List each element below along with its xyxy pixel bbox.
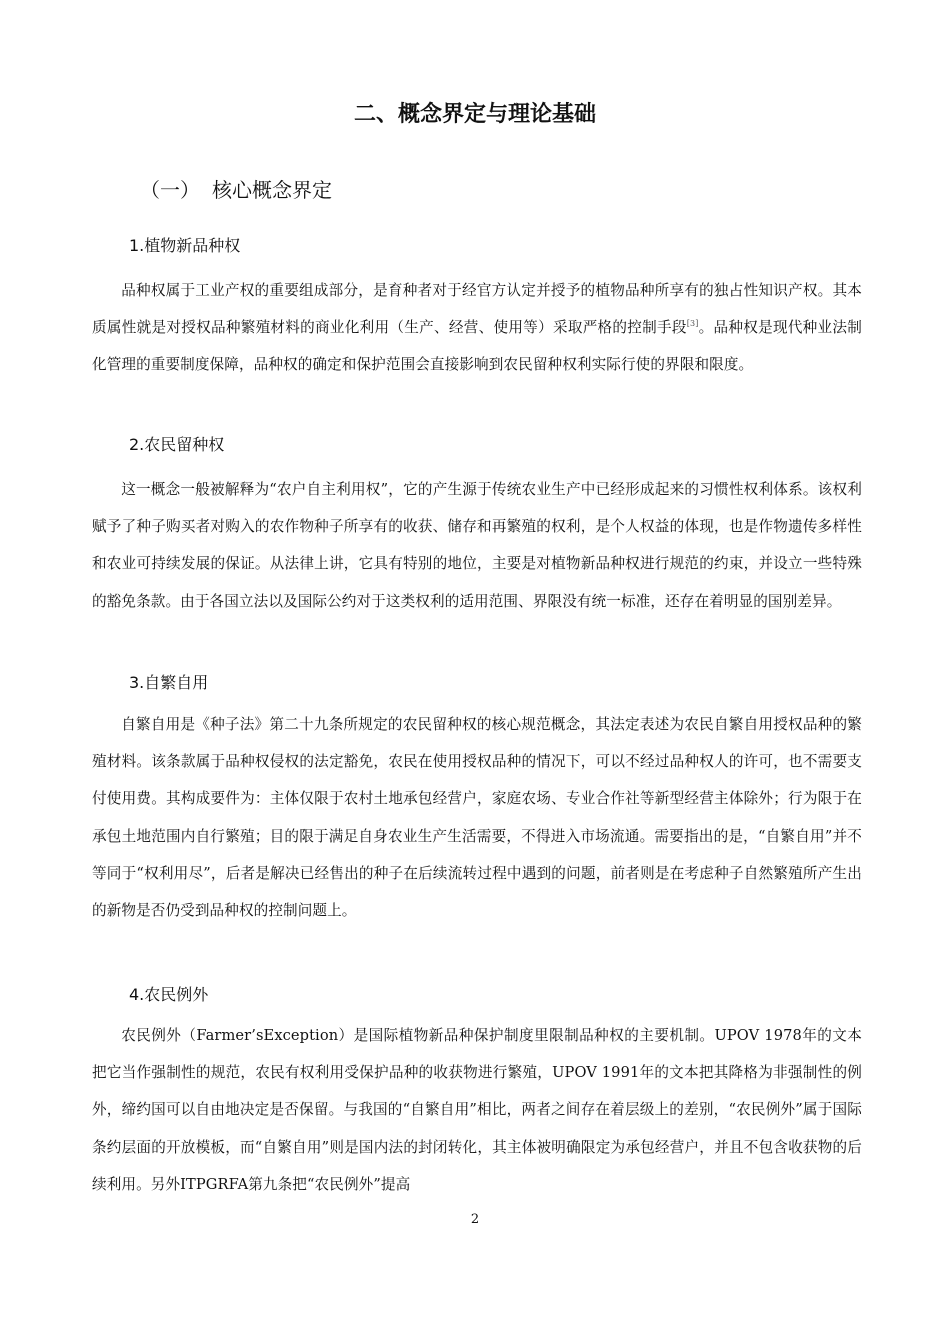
subsection-heading-4: 4.农民例外 — [129, 985, 209, 1004]
paragraph-text: 品种权属于工业产权的重要组成部分，是育种者对于经官方认定并授予的植物品种所享有的独占性知识产权。其本质属性就是对授权品种繁殖材料的商业化利用（生产、经营、使用等）采取严格的控制手段 — [92, 282, 862, 337]
section-title — [140, 175, 332, 205]
section-number: （一） — [140, 178, 200, 202]
citation-reference: [3] — [686, 319, 699, 329]
subsection-paragraph-4: 农民例外（Farmer’sException）是国际植物新品种保护制度里限制品种权的主要机制。UPOV 1978年的文本把它当作强制性的规范，农民有权利用受保护品种的收获物进行繁殖，UPOV 1991年的文本把其降格为非强制性的例外，缔约国可以自由地决定是否保留。与我国的“自繁自用”相比，两者之间存在着层级上的差别，“农民例外”属于国际条约层面的开放模板，而“自繁自用”则是国内法的封闭转化，其主体被明确限定为承包经营户，并且不包含收获物的后续利用。另外ITPGRFA第九条把“农民例外”提高 — [92, 1027, 862, 1193]
subsection-heading-1: 1.植物新品种权 — [129, 236, 241, 255]
subsection-paragraph-3: 自繁自用是《种子法》第二十九条所规定的农民留种权的核心规范概念，其法定表述为农民自繁自用授权品种的繁殖材料。该条款属于品种权侵权的法定豁免，农民在使用授权品种的情况下，可以不经过品种权人的许可，也不需要支付使用费。其构成要件为：主体仅限于农村土地承包经营户，家庭农场、专业合作社等新型经营主体除外；行为限于在承包土地范围内自行繁殖；目的限于满足自身农业生产生活需要，不得进入市场流通。需要指出的是，“自繁自用”并不等同于“权利用尽”，后者是解决已经售出的种子在后续流转过程中遇到的问题，前者则是在考虑种子自然繁殖所产生出的新物是否仍受到品种权的控制问题上。 — [92, 716, 862, 920]
subsection-paragraph-2: 这一概念一般被解释为“农户自主利用权”，它的产生源于传统农业生产中已经形成起来的习惯性权利体系。该权利赋予了种子购买者对购入的农作物种子所享有的收获、储存和再繁殖的权利，是个人权益的体现，也是作物遗传多样性和农业可持续发展的保证。从法律上讲，它具有特别的地位，主要是对植物新品种权进行规范的约束，并设立一些特殊的豁免条款。由于各国立法以及国际公约对于这类权利的适用范围、界限没有统一标准，还存在着明显的国别差异。 — [92, 481, 862, 610]
chapter-title: 二、概念界定与理论基础 — [353, 102, 596, 127]
subsection-paragraph-1 — [92, 272, 862, 384]
section-title-text: 核心概念界定 — [212, 178, 332, 202]
paragraph-text: 。品种权是现代种业法制化管理的重要制度保障，品种权的确定和保护范围会直接影响到农民留种权利实际行使的界限和限度。 — [92, 319, 862, 374]
page-number: 2 — [470, 1212, 480, 1227]
subsection-heading-2: 2.农民留种权 — [129, 435, 225, 454]
subsection-heading-3: 3.自繁自用 — [129, 673, 209, 692]
